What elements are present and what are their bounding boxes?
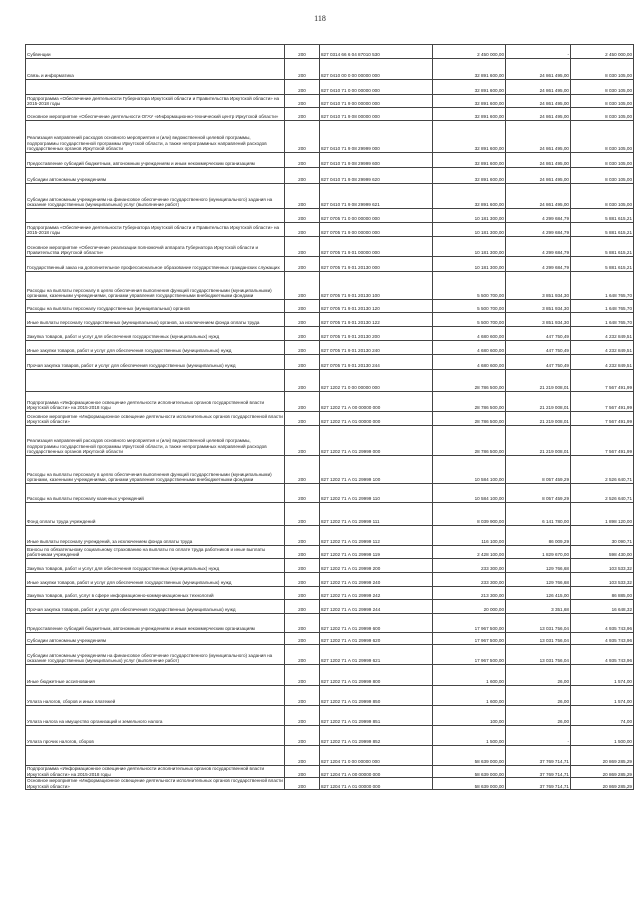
row-admin-code-cell: 200 bbox=[285, 587, 320, 600]
row-executed-amount-cell: 21 219 008,01 bbox=[506, 370, 571, 392]
row-classification-code-cell: 827 1202 71 А 01 29999 242 bbox=[320, 587, 433, 600]
row-classification-code-cell: 827 0410 71 9 08 29999 600 bbox=[320, 153, 433, 168]
row-classification-code-cell: 827 0705 71 9 01 20130 244 bbox=[320, 355, 433, 370]
row-approved-amount-cell: 4 680 600,00 bbox=[433, 355, 506, 370]
table-row bbox=[26, 184, 634, 209]
row-unexecuted-amount-cell: 5 881 615,21 bbox=[571, 237, 634, 257]
row-unexecuted-amount-cell: 1 500,00 bbox=[571, 726, 634, 746]
row-classification-code-cell: 827 1202 71 А 01 29999 200 bbox=[320, 559, 433, 573]
row-executed-amount-cell: 4 299 684,79 bbox=[506, 209, 571, 223]
row-executed-amount-cell: 86 009,29 bbox=[506, 526, 571, 546]
row-name-cell bbox=[26, 370, 285, 392]
row-classification-code-cell: 827 0410 00 0 00 00000 000 bbox=[320, 59, 433, 80]
row-admin-code-cell: 200 bbox=[285, 645, 320, 665]
row-admin-code-cell: 200 bbox=[285, 184, 320, 209]
row-executed-amount-cell: 37 769 714,71 bbox=[506, 746, 571, 766]
row-unexecuted-amount-cell: 7 567 491,99 bbox=[571, 370, 634, 392]
row-approved-amount-cell: 10 584 100,00 bbox=[433, 456, 506, 484]
table-row bbox=[26, 456, 634, 484]
row-unexecuted-amount-cell: 74,00 bbox=[571, 706, 634, 726]
row-name-cell: Государственный заказ на дополнительное профессиональное образование государственных гражданских служащих bbox=[26, 257, 285, 272]
row-admin-code-cell: 200 bbox=[285, 355, 320, 370]
row-classification-code-cell: 827 1202 71 А 01 29999 620 bbox=[320, 633, 433, 645]
row-unexecuted-amount-cell: 8 030 105,00 bbox=[571, 108, 634, 121]
table-row bbox=[26, 573, 634, 587]
row-unexecuted-amount-cell: 1 898 120,00 bbox=[571, 503, 634, 526]
row-unexecuted-amount-cell: 8 030 105,00 bbox=[571, 168, 634, 184]
row-classification-code-cell: 827 1202 71 А 00 00000 000 bbox=[320, 392, 433, 412]
row-name-cell: Взносы по обязательному социальному страхованию на выплаты по оплате труда работников и иные выплаты работникам учреждений bbox=[26, 546, 285, 559]
row-classification-code-cell: 827 1202 71 А 01 29999 244 bbox=[320, 600, 433, 614]
row-unexecuted-amount-cell: 20 869 285,29 bbox=[571, 766, 634, 778]
row-classification-code-cell: 827 0410 71 0 00 00000 000 bbox=[320, 80, 433, 95]
row-admin-code-cell: 200 bbox=[285, 59, 320, 80]
row-classification-code-cell: 827 1202 71 А 01 29999 851 bbox=[320, 706, 433, 726]
row-name-cell: Закупка товаров, работ, услуг в сфере информационно-коммуникационных технологий bbox=[26, 587, 285, 600]
row-name-cell: Фонд оплаты труда учреждений bbox=[26, 503, 285, 526]
row-name-cell: Основное мероприятие «Обеспечение деятельности ОГАУ «Информационно-технический центр Иркутской области» bbox=[26, 108, 285, 121]
row-executed-amount-cell: 126 415,00 bbox=[506, 587, 571, 600]
row-approved-amount-cell: 28 786 500,00 bbox=[433, 370, 506, 392]
row-classification-code-cell: 827 1202 71 А 01 29999 600 bbox=[320, 614, 433, 633]
row-name-cell: Расходы на выплаты персоналу в целях обеспечения выполнения функций государственными (муниципальными) органами, казенными учреждениями, органами управления государственными внебюджетными фондами bbox=[26, 272, 285, 300]
row-approved-amount-cell: 116 100,00 bbox=[433, 526, 506, 546]
row-unexecuted-amount-cell: 5 881 615,21 bbox=[571, 223, 634, 237]
row-unexecuted-amount-cell: 1 648 765,70 bbox=[571, 300, 634, 313]
row-name-cell: Уплата прочих налогов, сборов bbox=[26, 726, 285, 746]
row-admin-code-cell: 200 bbox=[285, 168, 320, 184]
row-classification-code-cell: 827 1204 71 0 00 00000 000 bbox=[320, 746, 433, 766]
row-executed-amount-cell: 24 861 495,00 bbox=[506, 95, 571, 108]
row-executed-amount-cell: 8 057 459,29 bbox=[506, 456, 571, 484]
row-admin-code-cell: 200 bbox=[285, 272, 320, 300]
table-row bbox=[26, 412, 634, 426]
row-admin-code-cell: 200 bbox=[285, 313, 320, 327]
row-name-cell: Субсидии автономным учреждениям bbox=[26, 633, 285, 645]
row-executed-amount-cell: 26,00 bbox=[506, 686, 571, 706]
row-name-cell bbox=[26, 209, 285, 223]
row-executed-amount-cell: 24 861 495,00 bbox=[506, 80, 571, 95]
row-approved-amount-cell: 2 450 000,00 bbox=[433, 45, 506, 59]
row-name-cell: Иные бюджетные ассигнования bbox=[26, 665, 285, 686]
row-classification-code-cell: 827 1202 71 А 01 00000 000 bbox=[320, 412, 433, 426]
row-unexecuted-amount-cell: 598 430,00 bbox=[571, 546, 634, 559]
row-classification-code-cell: 827 1204 71 А 00 00000 000 bbox=[320, 766, 433, 778]
row-approved-amount-cell: 58 639 000,00 bbox=[433, 746, 506, 766]
row-approved-amount-cell: 2 428 100,00 bbox=[433, 546, 506, 559]
row-name-cell: Реализация направлений расходов основного мероприятия и (или) ведомственной целевой программы, подпрограммы государственной программы Иркутской области, а также непрограммных направлений расходов государственных органов Иркутской области bbox=[26, 426, 285, 456]
row-classification-code-cell: 827 1204 71 А 01 00000 000 bbox=[320, 778, 433, 790]
row-unexecuted-amount-cell: 30 090,71 bbox=[571, 526, 634, 546]
row-approved-amount-cell: 10 584 100,00 bbox=[433, 484, 506, 503]
row-name-cell: Подпрограмма «Информационное освещение деятельности исполнительных органов государственной власти Иркутской области» на 2015-2018 годы bbox=[26, 766, 285, 778]
row-name-cell: Уплата налога на имущество организаций и земельного налога bbox=[26, 706, 285, 726]
row-approved-amount-cell: 5 500 700,00 bbox=[433, 300, 506, 313]
row-classification-code-cell: 827 1202 71 А 01 29999 852 bbox=[320, 726, 433, 746]
row-approved-amount-cell: 32 891 600,00 bbox=[433, 108, 506, 121]
row-unexecuted-amount-cell: 5 881 615,21 bbox=[571, 209, 634, 223]
table-row bbox=[26, 484, 634, 503]
page-number: 118 bbox=[314, 14, 326, 23]
table-row bbox=[26, 313, 634, 327]
row-classification-code-cell: 827 0314 66 6 04 87010 530 bbox=[320, 45, 433, 59]
row-name-cell: Основное мероприятие «Информационное освещение деятельности исполнительных органов государственной власти Иркутской области» bbox=[26, 412, 285, 426]
row-classification-code-cell: 827 0410 71 9 08 00000 000 bbox=[320, 108, 433, 121]
row-unexecuted-amount-cell: 1 648 765,70 bbox=[571, 272, 634, 300]
row-approved-amount-cell: 4 680 600,00 bbox=[433, 327, 506, 341]
row-executed-amount-cell: 8 057 459,29 bbox=[506, 484, 571, 503]
row-executed-amount-cell: 21 219 008,01 bbox=[506, 412, 571, 426]
row-classification-code-cell: 827 1202 71 А 01 29999 621 bbox=[320, 645, 433, 665]
row-unexecuted-amount-cell: 1 574,00 bbox=[571, 686, 634, 706]
row-admin-code-cell: 200 bbox=[285, 223, 320, 237]
row-name-cell: Расходы на выплаты персоналу государственных (муниципальных) органов bbox=[26, 300, 285, 313]
row-approved-amount-cell: 1 600,00 bbox=[433, 665, 506, 686]
row-admin-code-cell: 200 bbox=[285, 121, 320, 153]
row-admin-code-cell: 200 bbox=[285, 45, 320, 59]
table-row bbox=[26, 370, 634, 392]
row-name-cell: Расходы на выплаты персоналу казенных учреждений bbox=[26, 484, 285, 503]
row-approved-amount-cell: 32 891 600,00 bbox=[433, 184, 506, 209]
row-name-cell: Уплата налогов, сборов и иных платежей bbox=[26, 686, 285, 706]
row-classification-code-cell: 827 1202 71 0 00 00000 000 bbox=[320, 370, 433, 392]
row-executed-amount-cell: 37 769 714,71 bbox=[506, 778, 571, 790]
row-executed-amount-cell: 1 829 670,00 bbox=[506, 546, 571, 559]
row-name-cell: Прочая закупка товаров, работ и услуг для обеспечения государственных (муниципальных) нужд bbox=[26, 600, 285, 614]
row-approved-amount-cell: 20 000,00 bbox=[433, 600, 506, 614]
row-classification-code-cell: 827 1202 71 А 01 29999 100 bbox=[320, 456, 433, 484]
row-name-cell: Подпрограмма «Обеспечение деятельности Губернатора Иркутской области и Правительства Иркутской области» на 2015-2018 годы bbox=[26, 223, 285, 237]
table-row bbox=[26, 600, 634, 614]
row-admin-code-cell: 200 bbox=[285, 686, 320, 706]
table-row bbox=[26, 327, 634, 341]
row-unexecuted-amount-cell: 8 030 105,00 bbox=[571, 121, 634, 153]
row-admin-code-cell: 200 bbox=[285, 503, 320, 526]
table-body bbox=[26, 45, 634, 790]
row-executed-amount-cell: 4 299 684,79 bbox=[506, 223, 571, 237]
row-classification-code-cell: 827 0705 71 0 00 00000 000 bbox=[320, 209, 433, 223]
row-unexecuted-amount-cell: 103 533,32 bbox=[571, 559, 634, 573]
table-row bbox=[26, 355, 634, 370]
row-classification-code-cell: 827 0705 71 9 01 00000 000 bbox=[320, 237, 433, 257]
table-row bbox=[26, 706, 634, 726]
row-unexecuted-amount-cell: 86 885,00 bbox=[571, 587, 634, 600]
row-executed-amount-cell: 24 861 495,00 bbox=[506, 59, 571, 80]
row-executed-amount-cell: 4 299 684,79 bbox=[506, 257, 571, 272]
row-admin-code-cell: 200 bbox=[285, 484, 320, 503]
table-row bbox=[26, 633, 634, 645]
row-unexecuted-amount-cell: 2 450 000,00 bbox=[571, 45, 634, 59]
row-approved-amount-cell: 8 039 900,00 bbox=[433, 503, 506, 526]
row-unexecuted-amount-cell: 2 526 640,71 bbox=[571, 484, 634, 503]
table-row bbox=[26, 209, 634, 223]
row-admin-code-cell: 200 bbox=[285, 257, 320, 272]
row-admin-code-cell: 200 bbox=[285, 370, 320, 392]
row-name-cell: Основное мероприятие «Обеспечение реализации полномочий аппарата Губернатора Иркутской области и Правительства Иркутской области» bbox=[26, 237, 285, 257]
row-name-cell: Реализация направлений расходов основного мероприятия и (или) ведомственной целевой программы, подпрограммы государственной программы Иркутской области, а также непрограммных направлений расходов государственных органов Иркутской области bbox=[26, 121, 285, 153]
table-row bbox=[26, 766, 634, 778]
row-classification-code-cell: 827 1202 71 А 01 29999 112 bbox=[320, 526, 433, 546]
row-unexecuted-amount-cell: 4 935 743,96 bbox=[571, 633, 634, 645]
row-name-cell: Основное мероприятие «Информационное освещение деятельности исполнительных органов государственной власти Иркутской области» bbox=[27, 778, 283, 789]
row-unexecuted-amount-cell: 8 030 105,00 bbox=[571, 95, 634, 108]
row-classification-code-cell: 827 0705 71 9 01 20130 000 bbox=[320, 257, 433, 272]
row-executed-amount-cell: 24 861 495,00 bbox=[506, 184, 571, 209]
row-executed-amount-cell: 21 219 008,01 bbox=[506, 392, 571, 412]
table-row bbox=[26, 392, 634, 412]
row-admin-code-cell: 200 bbox=[285, 766, 320, 778]
row-unexecuted-amount-cell: 8 030 105,00 bbox=[571, 59, 634, 80]
table-row bbox=[26, 546, 634, 559]
row-classification-code-cell: 827 1202 71 А 01 29999 111 bbox=[320, 503, 433, 526]
table-row bbox=[26, 168, 634, 184]
row-approved-amount-cell: 10 181 300,00 bbox=[433, 223, 506, 237]
row-admin-code-cell: 200 bbox=[285, 573, 320, 587]
table-row bbox=[26, 237, 634, 257]
row-executed-amount-cell: 24 861 495,00 bbox=[506, 121, 571, 153]
row-executed-amount-cell: 447 750,49 bbox=[506, 341, 571, 355]
row-classification-code-cell: 827 0705 71 9 00 00000 000 bbox=[320, 223, 433, 237]
row-admin-code-cell: 200 bbox=[285, 546, 320, 559]
row-unexecuted-amount-cell: 8 030 105,00 bbox=[571, 153, 634, 168]
row-classification-code-cell: 827 0410 71 9 08 29999 000 bbox=[320, 121, 433, 153]
row-executed-amount-cell: 26,00 bbox=[506, 665, 571, 686]
row-unexecuted-amount-cell: 7 567 491,99 bbox=[571, 426, 634, 456]
row-approved-amount-cell: 5 500 700,00 bbox=[433, 272, 506, 300]
row-admin-code-cell: 200 bbox=[285, 341, 320, 355]
table-row bbox=[26, 59, 634, 80]
row-name-cell: Связь и информатика bbox=[26, 59, 285, 80]
row-executed-amount-cell: 3 351,68 bbox=[506, 600, 571, 614]
row-classification-code-cell: 827 1202 71 А 01 29999 000 bbox=[320, 426, 433, 456]
row-unexecuted-amount-cell: 4 232 849,51 bbox=[571, 341, 634, 355]
table-row bbox=[26, 95, 634, 108]
row-executed-amount-cell: 129 766,68 bbox=[506, 559, 571, 573]
row-approved-amount-cell: 32 891 600,00 bbox=[433, 59, 506, 80]
row-name-cell: Иные выплаты персоналу государственных (муниципальных) органов, за исключением фонда оплаты труда bbox=[26, 313, 285, 327]
row-unexecuted-amount-cell: 7 567 491,99 bbox=[571, 392, 634, 412]
row-admin-code-cell: 200 bbox=[285, 108, 320, 121]
row-name-cell: Иные выплаты персоналу учреждений, за исключением фонда оплаты труда bbox=[26, 526, 285, 546]
row-approved-amount-cell: 5 500 700,00 bbox=[433, 313, 506, 327]
row-name-cell: Иные закупки товаров, работ и услуг для обеспечения государственных (муниципальных) нужд bbox=[26, 341, 285, 355]
row-unexecuted-amount-cell: 1 648 765,70 bbox=[571, 313, 634, 327]
table-row bbox=[26, 153, 634, 168]
table-row bbox=[26, 746, 634, 766]
row-name-cell: Субвенции bbox=[26, 45, 285, 59]
row-admin-code-cell: 200 bbox=[285, 633, 320, 645]
row-executed-amount-cell: 3 851 934,30 bbox=[506, 300, 571, 313]
row-unexecuted-amount-cell: 20 869 285,29 bbox=[571, 746, 634, 766]
row-name-cell bbox=[26, 746, 285, 766]
row-approved-amount-cell: 32 891 600,00 bbox=[433, 80, 506, 95]
row-classification-code-cell: 827 1202 71 А 01 29999 110 bbox=[320, 484, 433, 503]
table-row bbox=[26, 726, 634, 746]
row-admin-code-cell: 200 bbox=[285, 456, 320, 484]
row-unexecuted-amount-cell: 2 526 640,71 bbox=[571, 456, 634, 484]
row-approved-amount-cell: 17 967 500,00 bbox=[433, 614, 506, 633]
row-approved-amount-cell: 58 639 000,00 bbox=[433, 766, 506, 778]
row-executed-amount-cell: 447 750,49 bbox=[506, 355, 571, 370]
row-admin-code-cell: 200 bbox=[285, 614, 320, 633]
row-executed-amount-cell: 129 766,68 bbox=[506, 573, 571, 587]
table-row bbox=[26, 45, 634, 59]
table-row bbox=[26, 426, 634, 456]
row-approved-amount-cell: 32 891 600,00 bbox=[433, 168, 506, 184]
row-executed-amount-cell: 21 219 008,01 bbox=[506, 426, 571, 456]
table-row bbox=[26, 121, 634, 153]
row-executed-amount-cell: 24 861 495,00 bbox=[506, 153, 571, 168]
table-row bbox=[26, 341, 634, 355]
row-unexecuted-amount-cell: 4 232 849,51 bbox=[571, 355, 634, 370]
table-row bbox=[26, 559, 634, 573]
row-unexecuted-amount-cell: 4 935 743,96 bbox=[571, 614, 634, 633]
row-classification-code-cell: 827 1202 71 А 01 29999 240 bbox=[320, 573, 433, 587]
row-approved-amount-cell: 28 786 500,00 bbox=[433, 412, 506, 426]
row-classification-code-cell: 827 1202 71 А 01 29999 119 bbox=[320, 546, 433, 559]
row-approved-amount-cell: 17 967 500,00 bbox=[433, 645, 506, 665]
row-admin-code-cell: 200 bbox=[285, 726, 320, 746]
row-executed-amount-cell: 37 769 714,71 bbox=[506, 766, 571, 778]
table-row bbox=[26, 272, 634, 300]
row-approved-amount-cell: 32 891 600,00 bbox=[433, 153, 506, 168]
table-row bbox=[26, 108, 634, 121]
row-approved-amount-cell: 10 181 300,00 bbox=[433, 257, 506, 272]
table-row bbox=[26, 614, 634, 633]
row-admin-code-cell: 200 bbox=[285, 559, 320, 573]
row-executed-amount-cell: 13 031 756,04 bbox=[506, 633, 571, 645]
row-classification-code-cell: 827 0705 71 9 01 20130 122 bbox=[320, 313, 433, 327]
row-approved-amount-cell: 233 300,00 bbox=[433, 573, 506, 587]
row-approved-amount-cell: 28 786 500,00 bbox=[433, 392, 506, 412]
row-executed-amount-cell: 13 031 756,04 bbox=[506, 645, 571, 665]
row-classification-code-cell: 827 0410 71 9 00 00000 000 bbox=[320, 95, 433, 108]
row-name-cell: Иные закупки товаров, работ и услуг для обеспечения государственных (муниципальных) нужд bbox=[26, 573, 285, 587]
row-admin-code-cell: 200 bbox=[285, 746, 320, 766]
budget-execution-table bbox=[25, 44, 634, 790]
row-name-cell: Субсидии автономным учреждениям на финансовое обеспечение государственного (муниципального) задания на оказание государственных (муниципальных) услуг (выполнение работ) bbox=[26, 645, 285, 665]
row-admin-code-cell: 200 bbox=[285, 300, 320, 313]
row-unexecuted-amount-cell: 1 574,00 bbox=[571, 665, 634, 686]
row-unexecuted-amount-cell: 4 935 743,96 bbox=[571, 645, 634, 665]
row-admin-code-cell: 200 bbox=[285, 80, 320, 95]
row-executed-amount-cell: 26,00 bbox=[506, 706, 571, 726]
row-admin-code-cell: 200 bbox=[285, 237, 320, 257]
row-name-cell: Субсидии автономным учреждениям на финансовое обеспечение государственного (муниципального) задания на оказание государственных (муниципальных) услуг (выполнение работ) bbox=[26, 184, 285, 209]
row-name-cell: Закупка товаров, работ и услуг для обеспечения государственных (муниципальных) нужд bbox=[26, 327, 285, 341]
row-admin-code-cell: 200 bbox=[285, 327, 320, 341]
row-classification-code-cell: 827 1202 71 А 01 29999 800 bbox=[320, 665, 433, 686]
row-classification-code-cell: 827 1202 71 А 01 29999 850 bbox=[320, 686, 433, 706]
row-approved-amount-cell: 213 300,00 bbox=[433, 587, 506, 600]
table-row bbox=[26, 686, 634, 706]
row-classification-code-cell: 827 0705 71 9 01 20130 100 bbox=[320, 272, 433, 300]
row-unexecuted-amount-cell: 8 030 105,00 bbox=[571, 184, 634, 209]
row-name-cell: Прочая закупка товаров, работ и услуг для обеспечения государственных (муниципальных) нужд bbox=[26, 355, 285, 370]
row-name-cell bbox=[26, 80, 285, 95]
row-admin-code-cell: 200 bbox=[285, 426, 320, 456]
row-name-cell: Субсидии автономным учреждениям bbox=[26, 168, 285, 184]
row-name-cell: Закупка товаров, работ и услуг для обеспечения государственных (муниципальных) нужд bbox=[26, 559, 285, 573]
table-row bbox=[26, 80, 634, 95]
row-name-cell: Подпрограмма «Обеспечение деятельности Губернатора Иркутской области и Правительства Иркутской области» на 2015-2018 годы bbox=[26, 95, 285, 108]
row-executed-amount-cell: 24 861 495,00 bbox=[506, 168, 571, 184]
row-admin-code-cell: 200 bbox=[285, 526, 320, 546]
row-approved-amount-cell: 10 181 300,00 bbox=[433, 209, 506, 223]
row-executed-amount-cell: 447 750,49 bbox=[506, 327, 571, 341]
row-approved-amount-cell: 4 680 600,00 bbox=[433, 341, 506, 355]
row-executed-amount-cell: - bbox=[506, 726, 571, 746]
table-row bbox=[26, 300, 634, 313]
row-admin-code-cell: 200 bbox=[285, 665, 320, 686]
row-executed-amount-cell: 13 031 756,04 bbox=[506, 614, 571, 633]
row-approved-amount-cell: 58 639 000,00 bbox=[433, 778, 506, 790]
row-approved-amount-cell: 100,00 bbox=[433, 706, 506, 726]
row-classification-code-cell: 827 0410 71 9 08 29999 621 bbox=[320, 184, 433, 209]
row-approved-amount-cell: 1 600,00 bbox=[433, 686, 506, 706]
row-admin-code-cell: 200 bbox=[285, 778, 320, 790]
row-executed-amount-cell: 4 299 684,79 bbox=[506, 237, 571, 257]
row-admin-code-cell: 200 bbox=[285, 706, 320, 726]
row-name-cell: Расходы на выплаты персоналу в целях обеспечения выполнения функций государственными (муниципальными) органами, казенными учреждениями, органами управления государственными внебюджетными фондами bbox=[26, 456, 285, 484]
row-unexecuted-amount-cell: 4 232 849,51 bbox=[571, 327, 634, 341]
row-unexecuted-amount-cell: 8 030 105,00 bbox=[571, 80, 634, 95]
row-classification-code-cell: 827 0705 71 9 01 20130 200 bbox=[320, 327, 433, 341]
table-row bbox=[26, 587, 634, 600]
table-row bbox=[26, 257, 634, 272]
row-unexecuted-amount-cell: 7 567 491,99 bbox=[571, 412, 634, 426]
row-executed-amount-cell: - bbox=[506, 45, 571, 59]
row-approved-amount-cell: 32 891 600,00 bbox=[433, 121, 506, 153]
table-row bbox=[26, 503, 634, 526]
row-classification-code-cell: 827 0705 71 9 01 20130 120 bbox=[320, 300, 433, 313]
row-admin-code-cell: 200 bbox=[285, 209, 320, 223]
row-admin-code-cell: 200 bbox=[285, 95, 320, 108]
row-classification-code-cell: 827 0410 71 9 08 29999 620 bbox=[320, 168, 433, 184]
row-name-cell: Предоставление субсидий бюджетным, автономным учреждениям и иным некоммерческим организациям bbox=[26, 153, 285, 168]
row-admin-code-cell: 200 bbox=[285, 153, 320, 168]
row-classification-code-cell: 827 0705 71 9 01 20130 240 bbox=[320, 341, 433, 355]
table-row bbox=[26, 778, 634, 790]
row-executed-amount-cell: 3 851 934,30 bbox=[506, 272, 571, 300]
row-approved-amount-cell: 10 181 300,00 bbox=[433, 237, 506, 257]
row-approved-amount-cell: 1 500,00 bbox=[433, 726, 506, 746]
row-executed-amount-cell: 24 861 495,00 bbox=[506, 108, 571, 121]
row-unexecuted-amount-cell: 103 533,32 bbox=[571, 573, 634, 587]
row-admin-code-cell: 200 bbox=[285, 412, 320, 426]
table-row bbox=[26, 645, 634, 665]
row-unexecuted-amount-cell: 5 881 615,21 bbox=[571, 257, 634, 272]
row-unexecuted-amount-cell: 20 869 285,29 bbox=[571, 778, 634, 790]
row-admin-code-cell: 200 bbox=[285, 392, 320, 412]
row-approved-amount-cell: 32 891 600,00 bbox=[433, 95, 506, 108]
row-approved-amount-cell: 233 300,00 bbox=[433, 559, 506, 573]
row-unexecuted-amount-cell: 16 648,32 bbox=[571, 600, 634, 614]
table-row bbox=[26, 526, 634, 546]
row-approved-amount-cell: 28 786 500,00 bbox=[433, 426, 506, 456]
row-executed-amount-cell: 6 141 780,00 bbox=[506, 503, 571, 526]
table-row bbox=[26, 223, 634, 237]
row-name-cell: Подпрограмма «Информационное освещение деятельности исполнительных органов государственной власти Иркутской области» на 2015-2018 годы bbox=[26, 392, 285, 412]
row-executed-amount-cell: 3 851 934,30 bbox=[506, 313, 571, 327]
table-row bbox=[26, 665, 634, 686]
row-name-cell: Предоставление субсидий бюджетным, автономным учреждениям и иным некоммерческим организациям bbox=[26, 614, 285, 633]
row-admin-code-cell: 200 bbox=[285, 600, 320, 614]
row-approved-amount-cell: 17 967 500,00 bbox=[433, 633, 506, 645]
